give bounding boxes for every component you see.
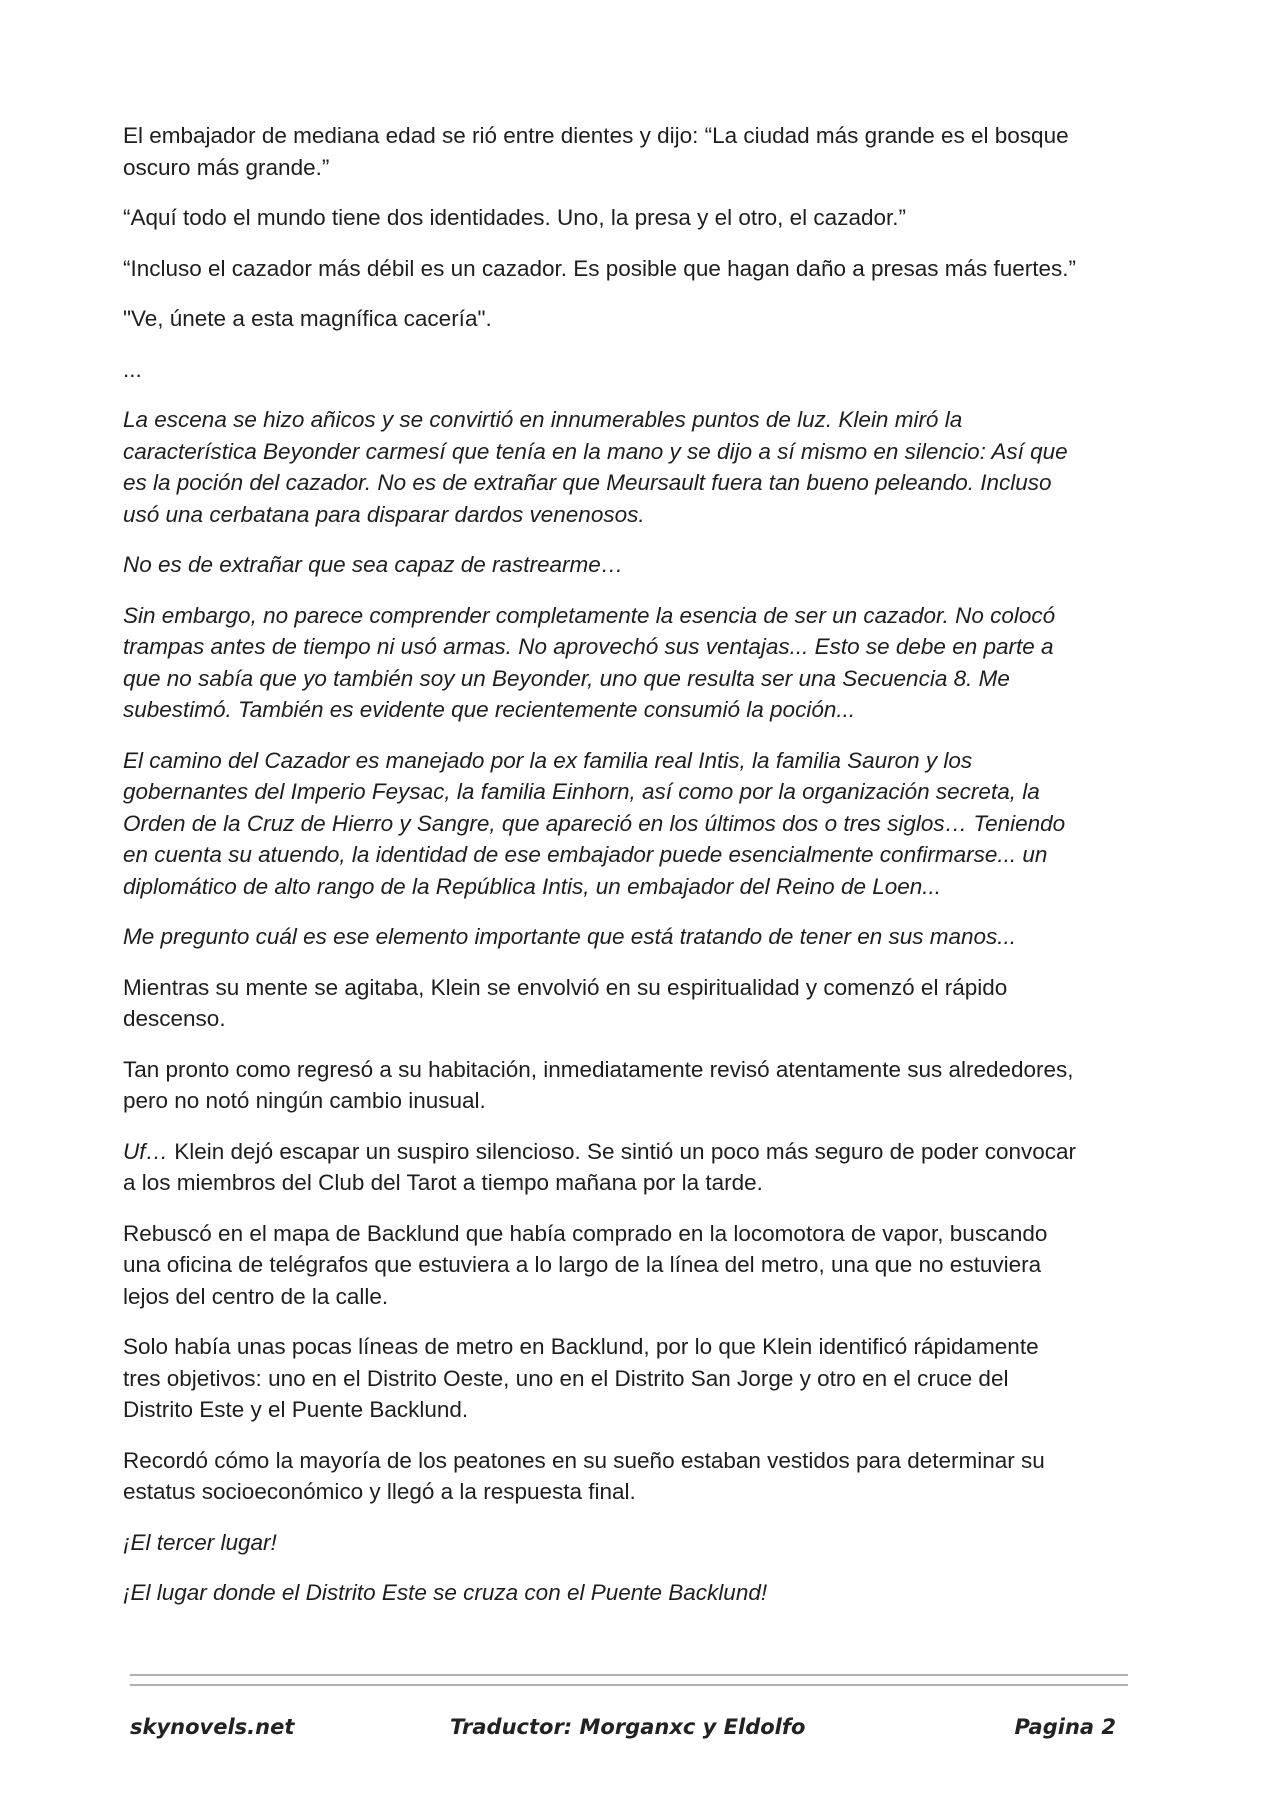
paragraph <box>123 1136 1133 1199</box>
paragraph: Solo había unas pocas líneas de metro en Backlund, por lo que Klein identificó rápidamente tres objetivos: uno en el Distrito Oeste, uno en el Distrito San Jorge y otro en el cruce del Distrito Este y el Puente Backlund. <box>123 1334 1039 1422</box>
paragraph: El embajador de mediana edad se rió entre dientes y dijo: “La ciudad más grande es el bosque oscuro más grande.” <box>123 123 1069 180</box>
paragraph: “Aquí todo el mundo tiene dos identidades. Uno, la presa y el otro, el cazador.” <box>123 205 906 230</box>
paragraph: La escena se hizo añicos y se convirtió en innumerables puntos de luz. Klein miró la característica Beyonder carmesí que tenía en la mano y se dijo a sí mismo en silencio: Así que es la poción del cazador. No es de extrañar que Meursault fuera tan bueno peleando. Incluso usó una cerbatana para disparar dardos venenosos. <box>123 407 1068 527</box>
footer-site-name: skynovels.net <box>130 1715 295 1739</box>
page-footer <box>130 1715 1128 1749</box>
footer-translator-credit: Traductor: Morganxc y Eldolfo <box>450 1715 806 1739</box>
paragraph: El camino del Cazador es manejado por la ex familia real Intis, la familia Sauron y los gobernantes del Imperio Feysac, la familia Einhorn, así como por la organización secreta, la Orden de la Cruz de Hierro y Sangre, que apareció en los últimos dos o tres siglos… Teniendo en cuenta su atuendo, la identidad de ese embajador puede esencialmente confirmarse... un diplomático de alto rango de la República Intis, un embajador del Reino de Loen... <box>123 747 1066 899</box>
paragraph: Recordó cómo la mayoría de los peatones en su sueño estaban vestidos para determinar su estatus socioeconómico y llegó a la respuesta final. <box>123 1447 1045 1504</box>
paragraph: Sin embargo, no parece comprender completamente la esencia de ser un cazador. No colocó trampas antes de tiempo ni usó armas. No aprovechó sus ventajas... Esto se debe en parte a que no sabía que yo también soy un Beyonder, uno que resulta ser una Secuencia 8. Me subestimó. También es evidente que recientemente consumió la poción... <box>123 602 1056 722</box>
footer-divider <box>130 1684 1128 1686</box>
paragraph: Rebuscó en el mapa de Backlund que había comprado en la locomotora de vapor, buscando una oficina de telégrafos que estuviera a lo largo de la línea del metro, una que no estuviera lejos del centro de la calle. <box>123 1220 1048 1309</box>
paragraph: Mientras su mente se agitaba, Klein se envolvió en su espiritualidad y comenzó el rápido descenso. <box>123 974 1008 1031</box>
paragraph: Tan pronto como regresó a su habitación, inmediatamente revisó atentamente sus alrededores, pero no notó ningún cambio inusual. <box>123 1056 1074 1113</box>
paragraph: "Ve, únete a esta magnífica cacería". <box>123 306 492 331</box>
paragraph: ¡El tercer lugar! <box>123 1529 277 1555</box>
paragraph: ¡El lugar donde el Distrito Este se cruza con el Puente Backlund! <box>123 1580 768 1605</box>
paragraph: “Incluso el cazador más débil es un cazador. Es posible que hagan daño a presas más fuertes.” <box>123 255 1077 281</box>
paragraph: Me pregunto cuál es ese elemento importante que está tratando de tener en sus manos... <box>123 924 1017 949</box>
page-body <box>123 120 1133 1628</box>
paragraph: ... <box>123 356 142 382</box>
footer-divider <box>130 1674 1128 1676</box>
paragraph-italic-lead: Uf… <box>123 1138 175 1164</box>
paragraph: No es de extrañar que sea capaz de rastrearme… <box>123 552 624 577</box>
paragraph-text: Klein dejó escapar un suspiro silencioso. Se sintió un poco más seguro de poder convocar a los miembros del Club del Tarot a tiempo mañana por la tarde. <box>123 1138 1077 1195</box>
footer-page-number: Pagina 2 <box>1014 1715 1116 1739</box>
